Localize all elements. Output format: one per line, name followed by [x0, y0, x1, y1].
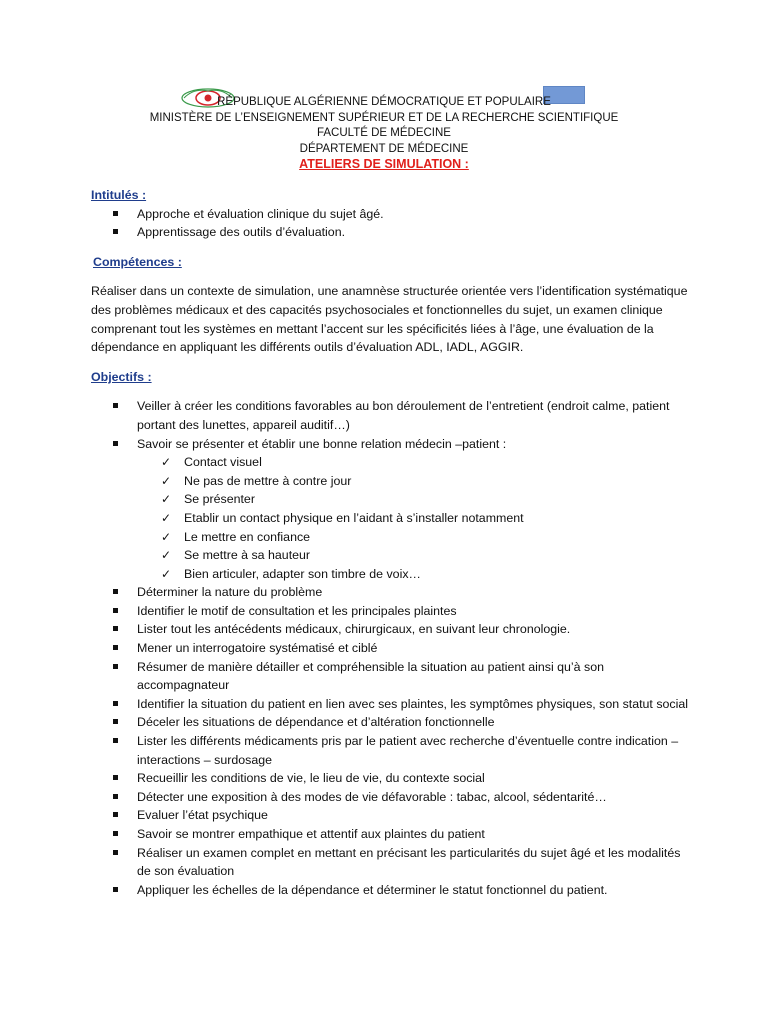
intitules-list [91, 205, 691, 242]
list-item: Recueillir les conditions de vie, le lieu de vie, du contexte social [91, 769, 691, 788]
sub-list-item [91, 528, 691, 547]
list-item: Approche et évaluation clinique du sujet âgé. [91, 205, 691, 224]
check-icon: ✓ [161, 492, 172, 507]
list-item: Déceler les situations de dépendance et d’altération fonctionnelle [91, 713, 691, 732]
header-line-faculty: FACULTÉ DE MÉDECINE [317, 127, 451, 139]
sub-item-text: Ne pas de mettre à contre jour [184, 473, 352, 488]
competences-paragraph: Réaliser dans un contexte de simulation, une anamnèse structurée orientée vers l’identification systématique des problèmes médicaux et des capacités psychosociales et fonctionnelles du sujet, un examen clinique comprenant tout les systèmes en mettant l’accent sur les spécificités liées à l’âge, une évaluation de la dépendance en appliquant les différents outils d’évaluation ADL, IADL, AGGIR. [91, 284, 688, 355]
list-item: Réaliser un examen complet en mettant en précisant les particularités du sujet âgé et les modalités de son évaluation [91, 844, 691, 881]
sub-item-text: Contact visuel [184, 455, 262, 470]
sub-item-text: Bien articuler, adapter son timbre de voix… [184, 566, 421, 581]
list-item: Identifier le motif de consultation et les principales plaintes [91, 602, 691, 621]
list-item: Résumer de manière détailler et compréhensible la situation au patient ainsi qu’à son accompagnateur [91, 658, 691, 695]
header-line-ministry: MINISTÈRE DE L’ENSEIGNEMENT SUPÉRIEUR ET DE LA RECHERCHE SCIENTIFIQUE [149, 111, 619, 124]
document-title: ATELIERS DE SIMULATION : [299, 157, 469, 171]
sub-item-text: Se présenter [184, 492, 255, 507]
header-line-republic: RÉPUBLIQUE ALGÉRIENNE DÉMOCRATIQUE ET POPULAIRE [217, 96, 551, 108]
document-header [0, 95, 768, 173]
check-icon: ✓ [161, 548, 172, 563]
list-item: Veiller à créer les conditions favorables au bon déroulement de l’entretient (endroit calme, patient portant des lunettes, appareil auditif…) [91, 397, 691, 434]
sub-item-text: Etablir un contact physique en l’aidant à s’installer notamment [184, 510, 524, 525]
competences-heading: Compétences : [93, 254, 182, 269]
list-item: Déterminer la nature du problème [91, 583, 691, 602]
header-line-department: DÉPARTEMENT DE MÉDECINE [299, 142, 469, 155]
sub-list-item [91, 490, 691, 509]
check-icon: ✓ [161, 529, 172, 544]
list-item: Savoir se montrer empathique et attentif aux plaintes du patient [91, 825, 691, 844]
sub-list-item [91, 472, 691, 491]
sub-item-text: Le mettre en confiance [184, 529, 311, 544]
sub-list-item [91, 509, 691, 528]
sub-list-item [91, 565, 691, 584]
list-item: Lister tout les antécédents médicaux, chirurgicaux, en suivant leur chronologie. [91, 620, 691, 639]
list-item: Mener un interrogatoire systématisé et ciblé [91, 639, 691, 658]
sub-list-item [91, 453, 691, 472]
document-body [91, 186, 691, 899]
sub-list-item [91, 546, 691, 565]
check-icon: ✓ [161, 455, 172, 470]
list-item: Apprentissage des outils d’évaluation. [91, 223, 691, 242]
list-item: Détecter une exposition à des modes de vie défavorable : tabac, alcool, sédentarité… [91, 788, 691, 807]
objectifs-list [91, 397, 691, 899]
list-item: Identifier la situation du patient en lien avec ses plaintes, les symptômes physiques, son statut social [91, 695, 691, 714]
list-item: Savoir se présenter et établir une bonne relation médecin –patient : [91, 435, 691, 454]
check-icon: ✓ [161, 510, 172, 525]
list-item: Lister les différents médicaments pris par le patient avec recherche d’éventuelle contre indication – interactions – surdosage [91, 732, 691, 769]
objectifs-heading: Objectifs : [91, 369, 152, 384]
list-item: Appliquer les échelles de la dépendance et déterminer le statut fonctionnel du patient. [91, 881, 691, 900]
check-icon: ✓ [161, 473, 172, 488]
sub-item-text: Se mettre à sa hauteur [184, 548, 311, 563]
list-item: Evaluer l’état psychique [91, 806, 691, 825]
intitules-heading: Intitulés : [91, 188, 147, 202]
check-icon: ✓ [161, 566, 172, 581]
